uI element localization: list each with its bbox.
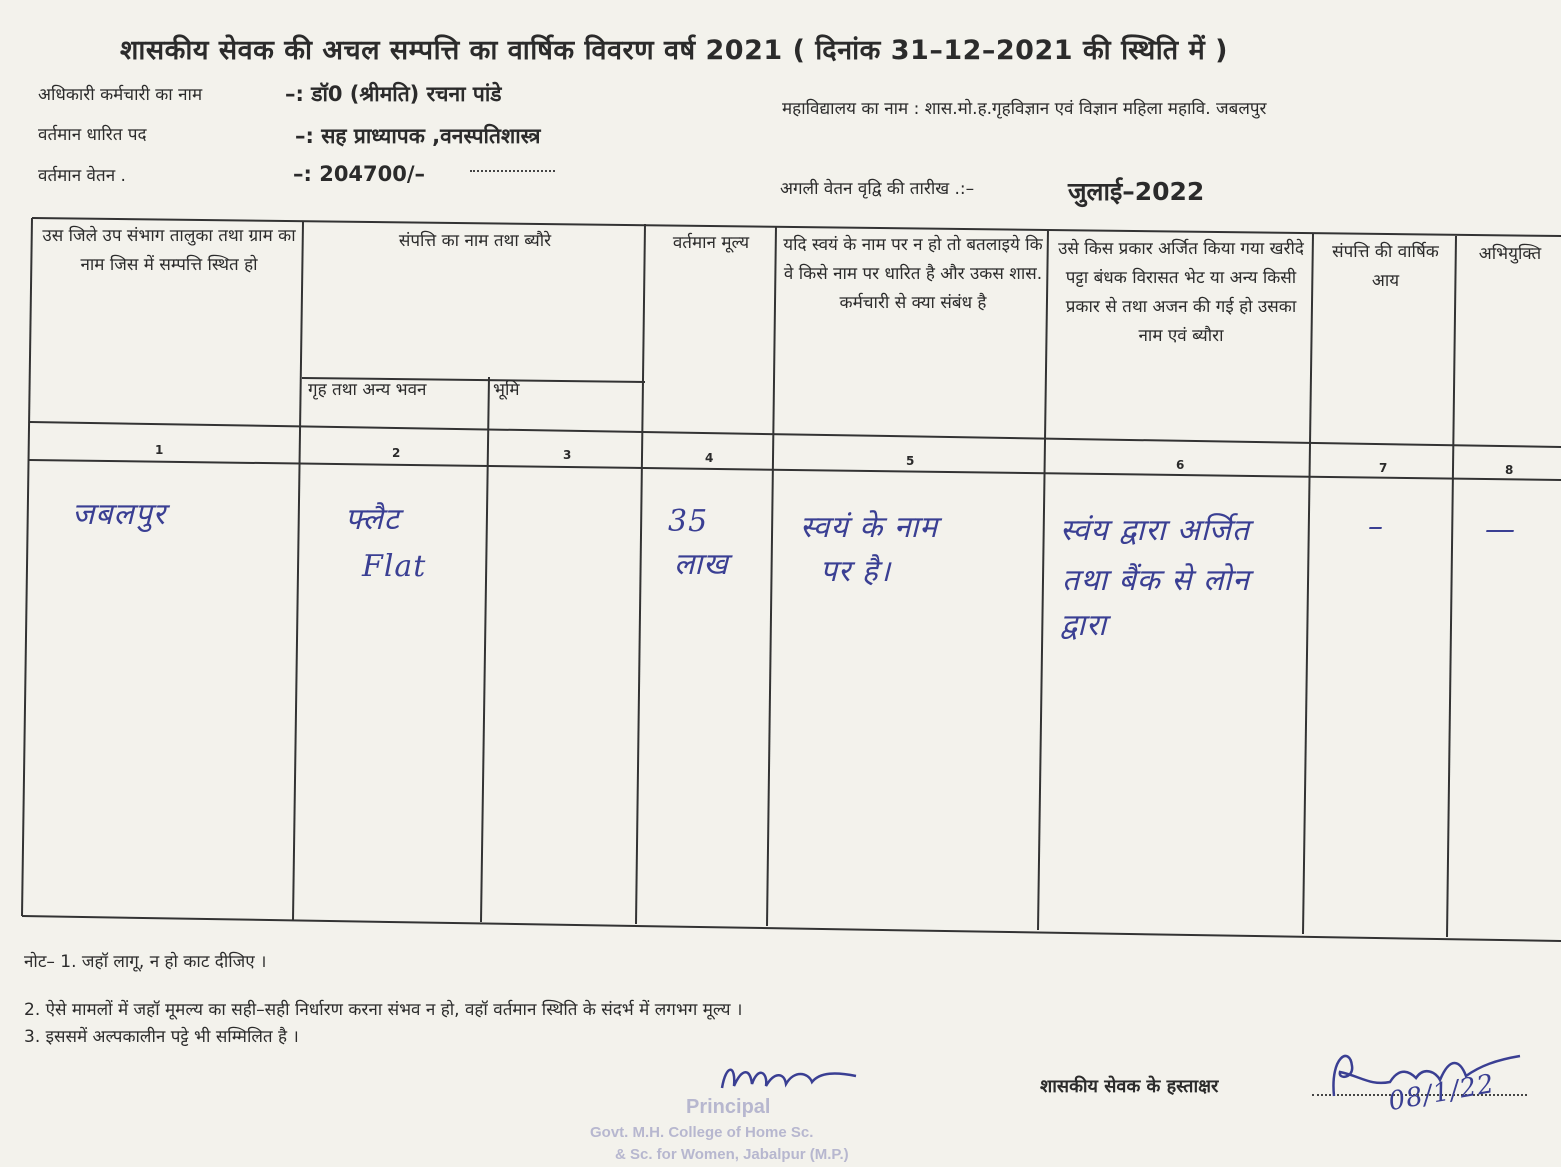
col1-header: उस जिले उप संभाग तालुका तथा ग्राम का नाम जिस में सम्पत्ति स्थित हो <box>42 226 296 275</box>
stamp-city-line: & Sc. for Women, Jabalpur (M.P.) <box>615 1146 849 1163</box>
signature-label: शासकीय सेवक के हस्ताक्षर <box>1040 1076 1219 1097</box>
col23-header: संपत्ति का नाम तथा ब्यौरे <box>398 231 552 251</box>
col-number-6: 6 <box>1176 458 1185 472</box>
salary-dotted-line <box>470 170 555 172</box>
current-post-value: –: सह प्राध्यापक ,वनस्पतिशास्त्र <box>295 124 541 148</box>
col7-header: संपत्ति की वार्षिक आय <box>1332 242 1439 291</box>
note-2: 2. ऐसे मामलों में जहॉ मूमल्य का सही–सही निर्धारण करना संभव न हो, वहॉ वर्तमान स्थिति के संदर्भ में लगभग मूल्य । <box>24 1000 743 1020</box>
cell-acquired-line3: द्वारा <box>1060 608 1108 643</box>
stamp-principal: Principal <box>686 1096 771 1118</box>
employee-name-label: अधिकारी कर्मचारी का नाम <box>38 85 203 105</box>
note-3: 3. इससमें अल्पकालीन पट्टे भी सम्मिलित है । <box>24 1027 299 1047</box>
col3-header: भूमि <box>493 380 520 400</box>
current-salary-label: वर्तमान वेतन . <box>38 166 126 186</box>
cell-building-line1: फ्लैट <box>345 502 400 537</box>
col-number-8: 8 <box>1505 463 1514 477</box>
note-1: नोट– 1. जहॉ लागू, न हो काट दीजिए । <box>24 952 267 972</box>
cell-acquired-line2: तथा बैंक से लोन <box>1062 563 1250 598</box>
cell-annual-income: – <box>1368 509 1384 544</box>
cell-owner-line1: स्वयं के नाम <box>800 510 939 545</box>
cell-place: जबलपुर <box>72 497 167 532</box>
col-number-2: 2 <box>392 446 401 460</box>
col8-header: अभियुक्ति <box>1478 244 1542 264</box>
cell-value-line2: लाख <box>674 547 729 582</box>
col5-header: यदि स्वयं के नाम पर न हो तो बतलाइये कि वे किसे नाम पर धारित है और उकस शास. कर्मचारी से क्या संबंध है <box>783 235 1043 313</box>
col4-header: वर्तमान मूल्य <box>672 233 750 253</box>
next-increment-label: अगली वेतन वृद्वि की तारीख .:– <box>780 179 975 199</box>
col-number-5: 5 <box>906 454 915 468</box>
col-number-3: 3 <box>563 448 572 462</box>
col6-header: उसे किस प्रकार अर्जित किया गया खरीदे पट्टा बंधक विरासत भेट या अन्य किसी प्रकार से तथा अजन की गई हो उसका नाम एवं ब्यौरा <box>1058 239 1304 346</box>
col-number-4: 4 <box>705 451 714 465</box>
col2-header: गृह तथा अन्य भवन <box>308 380 427 400</box>
document-title: शासकीय सेवक की अचल सम्पत्ति का वार्षिक विवरण वर्ष 2021 ( दिनांक 31–12–2021 की स्थिति में ) <box>120 35 1228 66</box>
current-salary-value: –: 204700/– <box>293 162 426 186</box>
col-number-7: 7 <box>1379 461 1388 475</box>
cell-remarks: — <box>1485 512 1516 547</box>
current-post-label: वर्तमान धारित पद <box>38 125 147 145</box>
cell-value-line1: 35 <box>668 504 709 539</box>
col-number-1: 1 <box>155 443 164 457</box>
employee-name-value: –: डॉ0 (श्रीमति) रचना पांडे <box>285 82 502 106</box>
stamp-college-line: Govt. M.H. College of Home Sc. <box>590 1124 814 1141</box>
cell-owner-line2: पर है। <box>820 554 892 589</box>
cell-acquired-line1: स्वंय द्वारा अर्जित <box>1060 513 1250 548</box>
signature-date: 08/1/22 <box>1386 1068 1498 1118</box>
college-name: महाविद्यालय का नाम : शास.मो.ह.गृहविज्ञान एवं विज्ञान महिला महावि. जबलपुर <box>782 99 1267 119</box>
principal-signature-scribble <box>716 1058 866 1098</box>
next-increment-value: जुलाई–2022 <box>1068 177 1205 206</box>
cell-building-line2: Flat <box>362 549 427 584</box>
